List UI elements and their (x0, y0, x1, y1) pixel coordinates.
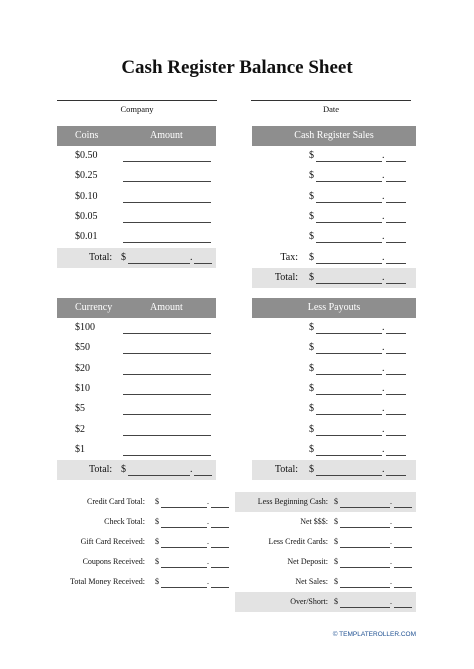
decimal-point: . (382, 170, 385, 182)
currency-amount-field[interactable] (123, 394, 211, 395)
sales-amount-cents-field[interactable] (386, 242, 406, 243)
summary-right-dollars-field[interactable] (340, 507, 390, 508)
decimal-point: . (382, 322, 385, 333)
summary-right-cents-field[interactable] (394, 507, 412, 508)
page-title: Cash Register Balance Sheet (121, 57, 353, 78)
decimal-point: . (382, 362, 385, 374)
decimal-point: . (382, 423, 385, 435)
date-line[interactable] (251, 100, 411, 101)
decimal-point: . (382, 342, 385, 354)
sales-row (252, 187, 416, 207)
dollar-sign: $ (309, 251, 314, 263)
dollar-sign: $ (309, 210, 314, 222)
sales-tax-dollars-field[interactable] (316, 263, 382, 264)
sales-tax-label: Tax: (280, 251, 298, 263)
coins-amount-header: Amount (150, 130, 183, 141)
coins-amount-field[interactable] (123, 222, 211, 223)
decimal-point: . (382, 464, 385, 476)
decimal-point: . (382, 382, 385, 394)
currency-row (57, 379, 216, 399)
company-line[interactable] (57, 100, 217, 101)
decimal-point: . (382, 403, 385, 415)
dollar-sign: $ (121, 464, 126, 476)
summary-right-row (235, 552, 416, 572)
payouts-amount-cents-field[interactable] (386, 414, 406, 415)
dollar-sign: $ (309, 464, 314, 476)
decimal-point: . (382, 150, 385, 161)
decimal-point: . (390, 537, 392, 546)
payouts-row (252, 379, 416, 399)
coins-denomination: $0.05 (75, 210, 98, 222)
decimal-point: . (390, 577, 392, 586)
sales-row (252, 146, 416, 166)
payouts-total-dollars-field[interactable] (316, 475, 382, 476)
company-label: Company (120, 104, 154, 114)
summary-left-row (57, 512, 231, 532)
dollar-sign: $ (155, 557, 159, 566)
dollar-sign: $ (309, 423, 314, 435)
decimal-point: . (390, 557, 392, 566)
currency-amount-field[interactable] (123, 333, 211, 334)
payouts-amount-dollars-field[interactable] (316, 394, 382, 395)
summary-right-row (235, 572, 416, 592)
summary-right-cents-field[interactable] (394, 607, 412, 608)
coins-total-dollars-field[interactable] (128, 263, 190, 264)
currency-amount-field[interactable] (123, 414, 211, 415)
sales-amount-cents-field[interactable] (386, 202, 406, 203)
coins-denomination: $0.50 (75, 150, 98, 161)
decimal-point: . (390, 517, 392, 526)
dollar-sign: $ (334, 537, 338, 546)
sales-amount-dollars-field[interactable] (316, 202, 382, 203)
summary-right-row (235, 592, 416, 612)
sales-total-cents-field[interactable] (386, 283, 406, 284)
sales-amount-dollars-field[interactable] (316, 161, 382, 162)
dollar-sign: $ (309, 170, 314, 182)
sales-amount-cents-field[interactable] (386, 161, 406, 162)
sales-total-label: Total: (274, 271, 298, 283)
currency-amount-field[interactable] (123, 353, 211, 354)
summary-right-row (235, 532, 416, 552)
payouts-row (252, 338, 416, 358)
dollar-sign: $ (155, 577, 159, 586)
dollar-sign: $ (155, 537, 159, 546)
decimal-point: . (382, 231, 385, 243)
coins-denomination: $0.01 (75, 231, 98, 243)
summary-left-dollars-field[interactable] (161, 567, 207, 568)
dollar-sign: $ (334, 557, 338, 566)
sales-total-dollars-field[interactable] (316, 283, 382, 284)
summary-right-cents-field[interactable] (394, 527, 412, 528)
sales-tax-row (252, 248, 416, 268)
payouts-total-label: Total: (274, 464, 298, 476)
currency-denomination: $1 (75, 443, 85, 455)
summary-right-label: Less Credit Cards: (268, 537, 328, 546)
summary-left-cents-field[interactable] (211, 547, 229, 548)
payouts-header: Less Payouts (252, 298, 416, 318)
summary-left-row (57, 552, 231, 572)
payouts-total-cents-field[interactable] (386, 475, 406, 476)
currency-amount-field[interactable] (123, 455, 211, 456)
coins-amount-field[interactable] (123, 202, 211, 203)
currency-row (57, 399, 216, 419)
coins-denomination: $0.10 (75, 190, 98, 202)
decimal-point: . (382, 190, 385, 202)
payouts-total-row (252, 460, 416, 480)
payouts-amount-dollars-field[interactable] (316, 435, 382, 436)
currency-row (57, 420, 216, 440)
summary-left-cents-field[interactable] (211, 587, 229, 588)
summary-right-dollars-field[interactable] (340, 547, 390, 548)
summary-left-dollars-field[interactable] (161, 507, 207, 508)
coins-row (57, 187, 216, 207)
summary-right-label: Over/Short: (290, 597, 328, 606)
decimal-point: . (382, 271, 385, 283)
summary-left-dollars-field[interactable] (161, 527, 207, 528)
payouts-amount-cents-field[interactable] (386, 333, 406, 334)
currency-total-label: Total: (89, 464, 113, 476)
dollar-sign: $ (309, 362, 314, 374)
dollar-sign: $ (309, 403, 314, 415)
currency-total-cents-field[interactable] (194, 475, 212, 476)
payouts-amount-dollars-field[interactable] (316, 333, 382, 334)
decimal-point: . (390, 597, 392, 606)
summary-left-label: Coupons Received: (82, 557, 145, 566)
dollar-sign: $ (155, 497, 159, 506)
summary-right-label: Less Beginning Cash: (257, 497, 328, 506)
coins-total-cents-field[interactable] (194, 263, 212, 264)
coins-total-row (57, 248, 216, 268)
dollar-sign: $ (155, 517, 159, 526)
decimal-point: . (390, 497, 392, 506)
coins-header-label: Coins (75, 130, 99, 141)
summary-right-label: Net Sales: (295, 577, 328, 586)
summary-left-dollars-field[interactable] (161, 547, 207, 548)
payouts-row (252, 440, 416, 460)
summary-right-dollars-field[interactable] (340, 587, 390, 588)
summary-left-label: Gift Card Received: (80, 537, 145, 546)
payouts-amount-cents-field[interactable] (386, 374, 406, 375)
currency-denomination: $5 (75, 403, 85, 415)
summary-right-dollars-field[interactable] (340, 567, 390, 568)
payouts-amount-dollars-field[interactable] (316, 414, 382, 415)
dollar-sign: $ (309, 231, 314, 243)
dollar-sign: $ (309, 382, 314, 394)
sales-row (252, 207, 416, 227)
decimal-point: . (382, 251, 385, 263)
sales-amount-cents-field[interactable] (386, 222, 406, 223)
decimal-point: . (207, 577, 209, 586)
coins-total-label: Total: (89, 251, 113, 263)
summary-right-dollars-field[interactable] (340, 527, 390, 528)
dollar-sign: $ (334, 497, 338, 506)
summary-left-label: Total Money Received: (70, 577, 145, 586)
payouts-amount-cents-field[interactable] (386, 353, 406, 354)
decimal-point: . (207, 557, 209, 566)
currency-denomination: $50 (75, 342, 90, 354)
payouts-row (252, 318, 416, 338)
sales-tax-cents-field[interactable] (386, 263, 406, 264)
dollar-sign: $ (309, 443, 314, 455)
summary-right-cents-field[interactable] (394, 587, 412, 588)
sales-total-row (252, 268, 416, 288)
currency-denomination: $100 (75, 322, 95, 333)
summary-right-cents-field[interactable] (394, 567, 412, 568)
currency-header (57, 298, 216, 318)
payouts-amount-dollars-field[interactable] (316, 374, 382, 375)
coins-header (57, 126, 216, 146)
dollar-sign: $ (309, 271, 314, 283)
currency-amount-field[interactable] (123, 435, 211, 436)
decimal-point: . (382, 210, 385, 222)
currency-row (57, 318, 216, 338)
summary-right-cents-field[interactable] (394, 547, 412, 548)
coins-denomination: $0.25 (75, 170, 98, 182)
decimal-point: . (207, 537, 209, 546)
dollar-sign: $ (121, 251, 126, 263)
summary-right-label: Net Deposit: (287, 557, 328, 566)
currency-row (57, 359, 216, 379)
currency-total-row (57, 460, 216, 480)
dollar-sign: $ (334, 577, 338, 586)
dollar-sign: $ (309, 342, 314, 354)
currency-row (57, 440, 216, 460)
decimal-point: . (190, 251, 193, 263)
summary-left-cents-field[interactable] (211, 507, 229, 508)
coins-amount-field[interactable] (123, 161, 211, 162)
summary-right-dollars-field[interactable] (340, 607, 390, 608)
dollar-sign: $ (309, 150, 314, 161)
sales-amount-dollars-field[interactable] (316, 242, 382, 243)
summary-left-row (57, 492, 231, 512)
dollar-sign: $ (309, 190, 314, 202)
dollar-sign: $ (334, 597, 338, 606)
summary-left-label: Check Total: (104, 517, 145, 526)
coins-row (57, 146, 216, 166)
summary-left-label: Credit Card Total: (87, 497, 145, 506)
summary-left-cents-field[interactable] (211, 527, 229, 528)
currency-total-dollars-field[interactable] (128, 475, 190, 476)
decimal-point: . (382, 443, 385, 455)
decimal-point: . (207, 497, 209, 506)
dollar-sign: $ (309, 322, 314, 333)
sales-header: Cash Register Sales (252, 126, 416, 146)
payouts-amount-cents-field[interactable] (386, 455, 406, 456)
summary-right-row (235, 492, 416, 512)
footer-brand: © TEMPLATEROLLER.COM (332, 631, 416, 638)
decimal-point: . (190, 464, 193, 476)
dollar-sign: $ (334, 517, 338, 526)
coins-amount-field[interactable] (123, 181, 211, 182)
summary-right-label: Net $$$: (300, 517, 328, 526)
payouts-row (252, 420, 416, 440)
currency-denomination: $10 (75, 382, 90, 394)
payouts-amount-dollars-field[interactable] (316, 353, 382, 354)
sales-amount-dollars-field[interactable] (316, 181, 382, 182)
currency-amount-field[interactable] (123, 374, 211, 375)
summary-left-dollars-field[interactable] (161, 587, 207, 588)
summary-left-row (57, 532, 231, 552)
payouts-row (252, 359, 416, 379)
payouts-amount-cents-field[interactable] (386, 394, 406, 395)
currency-amount-header: Amount (150, 302, 183, 313)
payouts-amount-cents-field[interactable] (386, 435, 406, 436)
decimal-point: . (207, 517, 209, 526)
summary-left-row (57, 572, 231, 592)
sales-amount-cents-field[interactable] (386, 181, 406, 182)
summary-left-cents-field[interactable] (211, 567, 229, 568)
sales-row (252, 166, 416, 186)
date-label: Date (322, 104, 340, 114)
coins-amount-field[interactable] (123, 242, 211, 243)
currency-header-label: Currency (75, 302, 113, 313)
coins-row (57, 207, 216, 227)
currency-row (57, 338, 216, 358)
payouts-row (252, 399, 416, 419)
sales-row (252, 227, 416, 247)
payouts-amount-dollars-field[interactable] (316, 455, 382, 456)
sales-amount-dollars-field[interactable] (316, 222, 382, 223)
summary-right-row (235, 512, 416, 532)
currency-denomination: $2 (75, 423, 85, 435)
coins-row (57, 227, 216, 247)
currency-denomination: $20 (75, 362, 90, 374)
coins-row (57, 166, 216, 186)
